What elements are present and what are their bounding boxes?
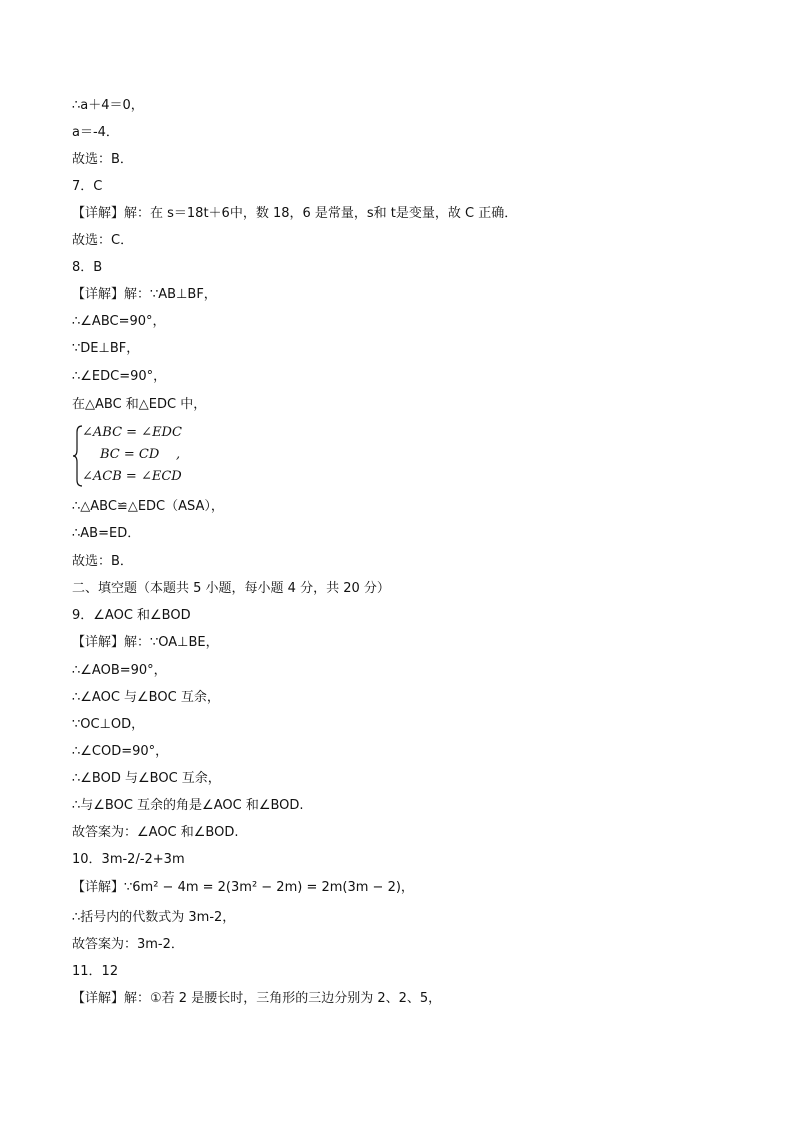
question-answer: 9．∠AOC 和∠BOD: [72, 608, 191, 623]
text-line: ∵OC⊥OD，: [72, 717, 145, 732]
text-line: ∴与∠BOC 互余的角是∠AOC 和∠BOD.: [72, 798, 304, 813]
section-heading: 二、填空题（本题共 5 小题，每小题 4 分，共 20 分）: [72, 581, 390, 596]
text-line: 【详解】解：∵AB⊥BF，: [72, 287, 217, 302]
system-row-2: BC = CD: [100, 447, 160, 462]
text-line: 【详解】∵6m² − 4m = 2(3m² − 2m) = 2m(3m − 2)，: [72, 880, 414, 895]
text-line: ∴△ABC≌△EDC（ASA），: [72, 499, 224, 514]
equation-system: [72, 424, 232, 488]
text-line: 【详解】解：①若 2 是腰长时，三角形的三边分别为 2、2、5，: [72, 991, 442, 1006]
text-line: ∴∠EDC=90°，: [72, 369, 167, 384]
question-answer: 11．12: [72, 964, 119, 979]
question-answer: 7．C: [72, 179, 103, 194]
text-line: ∴∠AOC 与∠BOC 互余，: [72, 690, 220, 705]
text-line: ∴a＋4＝0，: [72, 98, 144, 113]
text-line: ∵DE⊥BF，: [72, 341, 140, 356]
text-line: ∴∠COD=90°，: [72, 744, 169, 759]
text-line: 【详解】解：∵OA⊥BE，: [72, 635, 219, 650]
system-row-3: ∠ACB = ∠ECD: [82, 469, 182, 484]
system-row-1: ∠ABC = ∠EDC: [82, 425, 182, 440]
text-line: 故选：B．: [72, 554, 133, 569]
text-line: a＝-4．: [72, 125, 119, 140]
text-line: 故选：B．: [72, 152, 133, 167]
text-line: 故答案为：∠AOC 和∠BOD.: [72, 825, 239, 840]
text-line: 在△ABC 和△EDC 中，: [72, 397, 207, 412]
text-line: ∴括号内的代数式为 3m-2，: [72, 910, 236, 925]
text-line: ∴∠AOB=90°，: [72, 663, 167, 678]
system-trailing-comma: ,: [176, 447, 181, 462]
text-line: 故答案为：3m-2．: [72, 937, 184, 952]
text-line: ∴AB=ED．: [72, 526, 141, 541]
text-line: ∴∠BOD 与∠BOC 互余，: [72, 771, 221, 786]
question-answer: 10．3m-2/-2+3m: [72, 852, 185, 867]
text-line: 【详解】解：在 s＝18t＋6中，数 18，6 是常量，s和 t是变量，故 C 正确．: [72, 206, 518, 221]
text-line: ∴∠ABC=90°，: [72, 314, 166, 329]
text-line: 故选：C．: [72, 233, 134, 248]
question-answer: 8．B: [72, 260, 103, 275]
